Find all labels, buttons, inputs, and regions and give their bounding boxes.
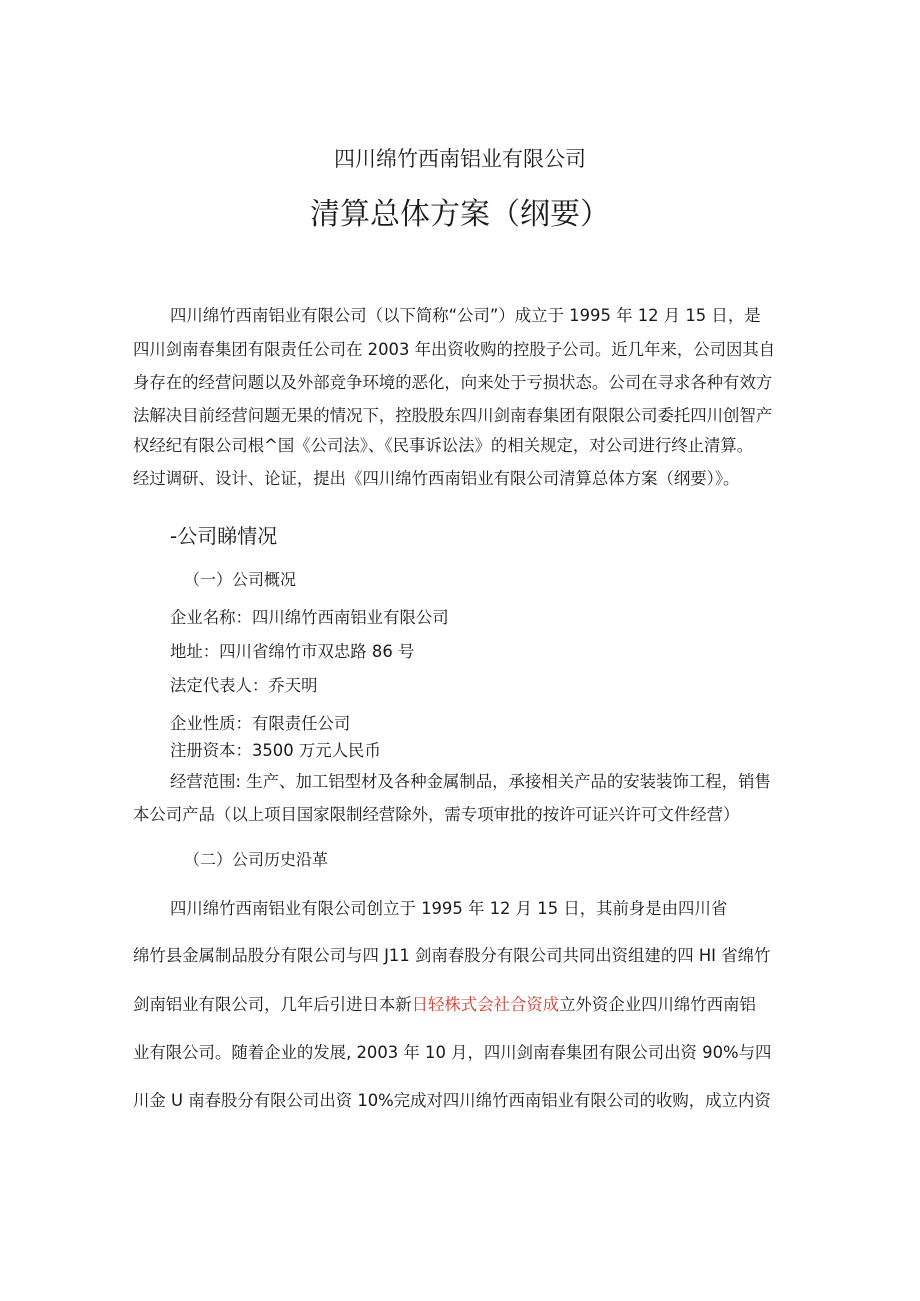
history-text: 剑南铝业有限公司，几年后引进日本新: [133, 995, 412, 1014]
document-title: 清算总体方案（纲要）: [310, 197, 610, 232]
info-nature: 企业性质：有限责任公司: [170, 714, 351, 733]
history-text: 立外资企业四川绵竹西南铝: [559, 995, 756, 1014]
history-line: 川金 U 南春股分有限公司出资 10%完成对四川绵竹西南铝业有限公司的收购，成立内资: [133, 1091, 771, 1110]
history-line: 业有限公司。随着企业的发展, 2003 年 10 月，四川剑南春集团有限公司出资 90%与四: [133, 1043, 772, 1062]
company-heading: 四川绵竹西南铝业有限公司: [334, 147, 586, 171]
section-heading: -公司睇情况: [170, 524, 278, 548]
highlighted-text: 日轻株式会社合资成: [411, 995, 560, 1014]
intro-line: 四川剑南春集团有限责任公司在 2003 年出资收购的控股子公司。近几年来，公司因其自: [133, 340, 776, 359]
intro-line: 权经纪有限公司根^国《公司法》、《民事诉讼法》的相关规定，对公司进行终止清算。: [133, 436, 754, 455]
subsection-heading: （一）公司概况: [184, 570, 297, 589]
history-line: 绵竹县金属制品股分有限公司与四 J11 剑南春股分有限公司共同出资组建的四 HI 省绵竹: [133, 946, 771, 965]
intro-line: 法解决目前经营问题无果的情况下，控股股东四川剑南春集团有限限公司委托四川创智产: [133, 406, 773, 425]
history-line: 四川绵竹西南铝业有限公司创立于 1995 年 12 月 15 日，其前身是由四川省: [170, 899, 728, 918]
history-line: [133, 995, 756, 1015]
subsection-heading: （二）公司历史沿革: [184, 850, 329, 869]
info-scope: 经营范围: 生产、加工铝型材及各种金属制品，承接相关产品的安装装饰工程，销售: [170, 772, 771, 791]
info-address: 地址：四川省绵竹市双忠路 86 号: [170, 642, 415, 661]
intro-line: 身存在的经营问题以及外部竞争环境的恶化，向来处于亏损状态。公司在寻求各种有效方: [133, 373, 773, 392]
info-company-name: 企业名称：四川绵竹西南铝业有限公司: [170, 608, 449, 627]
intro-line: 四川绵竹西南铝业有限公司（以下简称“公司”）成立于 1995 年 12 月 15 日，是: [170, 306, 761, 325]
info-capital: 注册资本：3500 万元人民币: [170, 741, 381, 760]
intro-line: 经过调研、设计、论证，提出《四川绵竹西南铝业有限公司清算总体方案（纲要）》。: [133, 469, 740, 488]
info-legal-rep: 法定代表人：乔天明: [170, 676, 318, 695]
info-scope-cont: 本公司产品（以上项目国家限制经营除外，需专项审批的按许可证兴许可文件经营）: [133, 805, 740, 824]
